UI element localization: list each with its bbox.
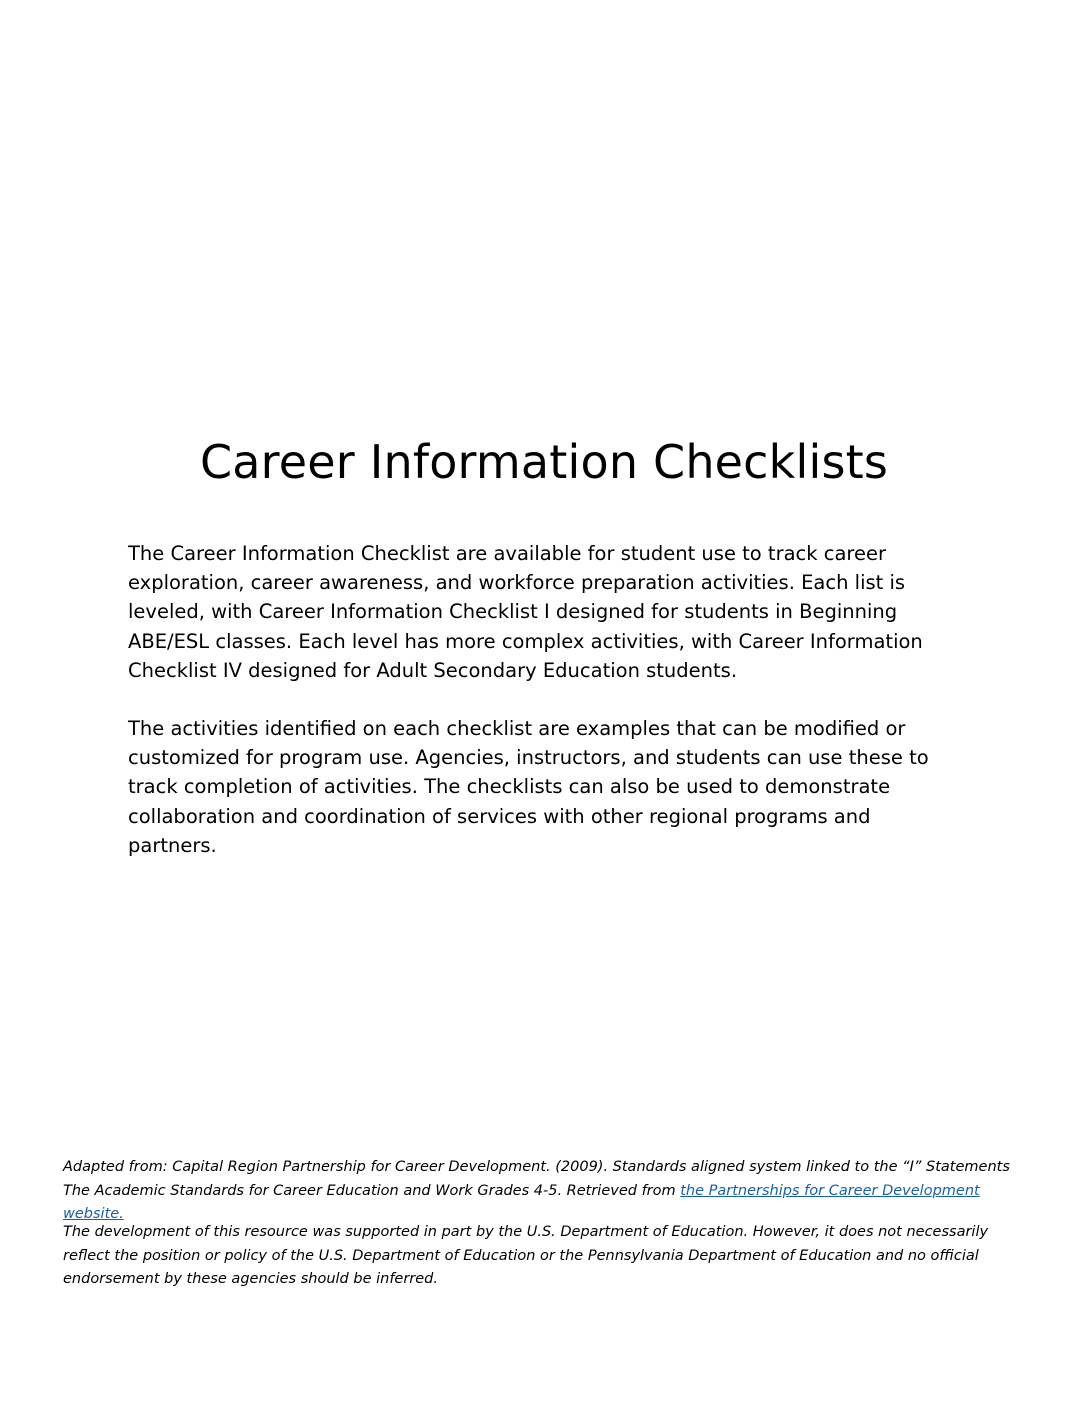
- funding-disclaimer: The development of this resource was supported in part by the U.S. Department of Education. However, it does not necessarily reflect the position or policy of the U.S. Department of Education or the Pennsylvania Department of Education and no official endorsement by these agencies should be inferred.: [63, 1224, 989, 1287]
- citation-text: Adapted from: Capital Region Partnership for Career Development. (2009). Standards aligned system linked to the “I” Statements The Academic Standards for Career Education and Work Grades 4-5. Retrieved from: [63, 1159, 1010, 1199]
- page-title: Career Information Checklists: [199, 435, 889, 489]
- citation-note: [63, 1156, 1033, 1227]
- partnerships-website-link[interactable]: the Partnerships for Career Development website.: [63, 1182, 980, 1222]
- activities-paragraph: The activities identified on each checklist are examples that can be modified or customized for program use. Agencies, instructors, and students can use these to track completion of activities. The checklists can also be used to demonstrate collaboration and coordination of services with other regional programs and partners.: [128, 717, 929, 857]
- intro-paragraph: The Career Information Checklist are available for student use to track career exploration, career awareness, and workforce preparation activities. Each list is leveled, with Career Information Checklist I designed for students in Beginning ABE/ESL classes. Each level has more complex activities, with Career Information Checklist IV designed for Adult Secondary Education students.: [128, 542, 923, 682]
